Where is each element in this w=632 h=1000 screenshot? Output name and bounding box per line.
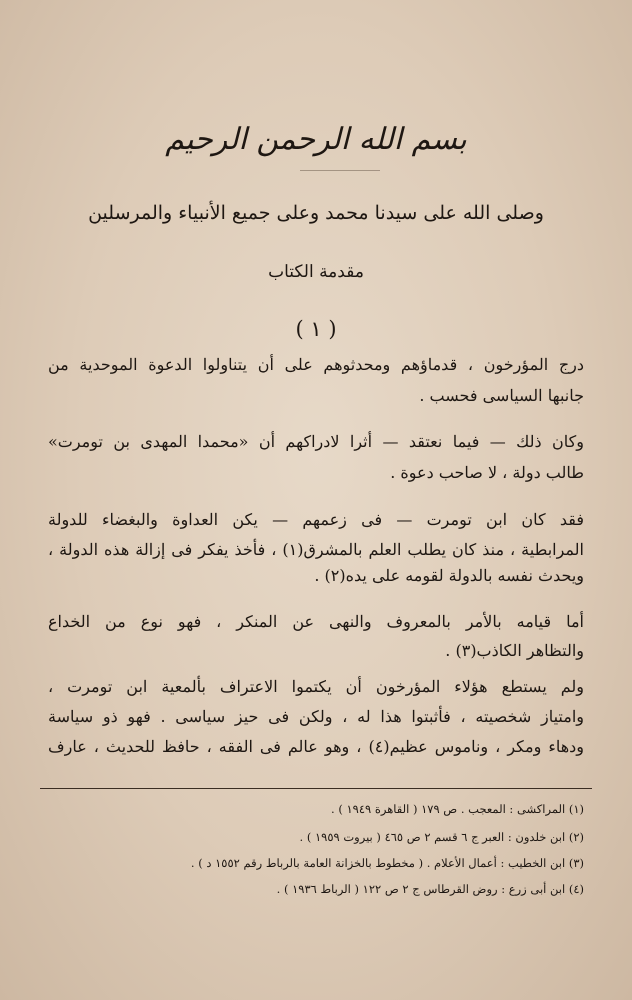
body-line: درج المؤرخون ، قدماؤهم ومحدثوهم على أن يتناولوا الدعوة الموحدية من xyxy=(48,355,584,374)
footnote: (٣) ابن الخطيب : أعمال الأعلام . ( مخطوط بالخزانة العامة بالرباط رقم ١٥٥٢ د ) . xyxy=(190,856,584,870)
basmala-flourish xyxy=(300,170,380,171)
body-line: وامتياز شخصيته ، فأثبتوا هذا له ، ولكن فى حيز سياسى . فهو ذو سياسة xyxy=(48,707,584,726)
section-number: ( ١ ) xyxy=(295,317,337,341)
page-title: مقدمة الكتاب xyxy=(268,262,364,282)
body-line: ويحدث نفسه بالدولة لقومه على يده(٢) . xyxy=(314,566,584,585)
salat-line: وصلى الله على سيدنا محمد وعلى جميع الأنبياء والمرسلين xyxy=(88,202,544,224)
body-line: ودهاء ومكر ، وناموس عظيم(٤) ، وهو عالم فى الفقه ، حافظ للحديث ، عارف xyxy=(48,737,585,756)
body-line: فقد كان ابن تومرت — فى زعمهم — يكن العداوة والبغضاء للدولة xyxy=(48,510,584,529)
body-line: جانبها السياسى فحسب . xyxy=(419,386,584,405)
body-line: والتظاهر الكاذب(٣) . xyxy=(445,641,584,660)
footnote: (٤) ابن أبى زرع : روض القرطاس ج ٢ ص ١٢٢ ( الرباط ١٩٣٦ ) . xyxy=(276,882,584,896)
body-line: المرابطية ، منذ كان يطلب العلم بالمشرق(١) ، فأخذ يفكر فى إزالة هذه الدولة ، xyxy=(48,540,585,559)
body-line: وكان ذلك — فيما نعتقد — أثرا لادراكهم أن «محمدا المهدى بن تومرت» xyxy=(48,432,584,451)
body-line: ولم يستطع هؤلاء المؤرخون أن يكتموا الاعتراف بألمعية ابن تومرت ، xyxy=(48,677,585,696)
basmala: بسم الله الرحمن الرحيم xyxy=(165,122,467,157)
footnote: (١) المراكشى : المعجب . ص ١٧٩ ( القاهرة ١٩٤٩ ) . xyxy=(331,802,584,816)
footnote: (٢) ابن خلدون : العبر ج ٦ قسم ٢ ص ٤٦٥ ( بيروت ١٩٥٩ ) . xyxy=(299,830,584,844)
footnote-divider xyxy=(40,788,592,789)
body-line: طالب دولة ، لا صاحب دعوة . xyxy=(390,463,584,482)
body-line: أما قيامه بالأمر بالمعروف والنهى عن المنكر ، فهو نوع من الخداع xyxy=(48,612,584,631)
